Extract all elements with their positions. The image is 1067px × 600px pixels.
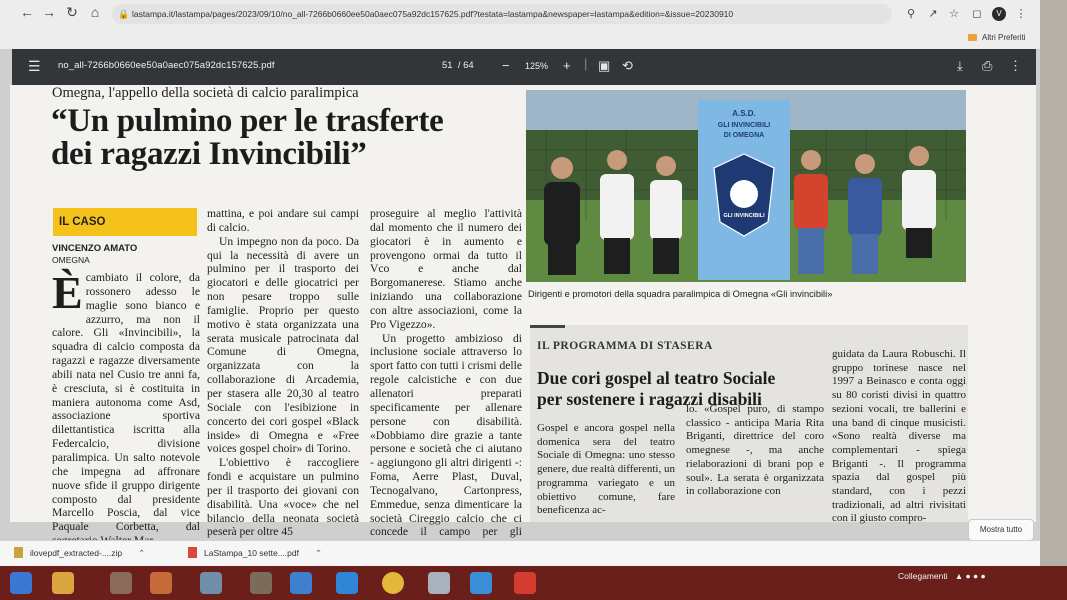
- ball-icon: [730, 180, 758, 208]
- article-place: OMEGNA: [52, 255, 90, 265]
- article-column-1: [52, 267, 200, 534]
- banner-text: GLI INVINCIBILI: [717, 122, 771, 129]
- start-icon[interactable]: [10, 572, 32, 594]
- download-icon[interactable]: ⤓: [957, 58, 963, 73]
- reload-icon[interactable]: ↻: [66, 4, 78, 20]
- headline-line: dei ragazzi Invincibili”: [51, 136, 367, 172]
- zoom-icon[interactable]: ⚲: [906, 8, 916, 20]
- share-icon[interactable]: ↗: [928, 8, 938, 20]
- box-column-2: lo. «Gospel puro, di stampo classico - anticipa Maria Rita Briganti, direttrice del coro omegnese -, ma anche rielaborazioni di brani pop e soul». La serata è organizzata in collaborazione con: [686, 403, 824, 498]
- chrome-icon[interactable]: [382, 572, 404, 594]
- print-icon[interactable]: ⎙: [982, 58, 993, 73]
- zoom-out-icon[interactable]: −: [502, 58, 510, 73]
- column-text: cambiato il colore, da rossonero adesso le maglie sono bianco e azzurro, ma non il calore. Gli «Invincibili», la squadra di calcio composta da ragazzi e ragazze diversamente abili nata nel Cusio tre anni fa, è cresciuta, si è costituita in maniera autonoma come Asd, associazione sportiva dilettantistica iscritta alla Federcalcio, divisione paralimpica. Un salto notevole che impegna ad affronare nuove sfide il gruppo dirigente composto dal presidente Marcello Poscia, dal vice Paquale Corbetta, dal: [52, 271, 200, 534]
- team-photo: [526, 90, 966, 282]
- paragraph: Un impegno non da poco. Da qui la necessità di avere un pulmino per il trasporto dei giocatori e delle giocatrici per non pesare troppo sulle famiglie. Proprio per questo motivo è stata organizzata una serata musicale patrocinata dal Comune di Omegna, organizzata con la collaborazione di Arcademia, per stasera alle 20,30 al teatro Sociale con l'esibizione in concerto dei cori gospel «Black inside» di Omegna e «Free voices gospel choir» di Torino.: [207, 234, 359, 456]
- download-bar: [0, 540, 1067, 566]
- power-icon[interactable]: [514, 572, 536, 594]
- paragraph: L'obiettivo è raccogliere fondi e acquistare un pulmino per il trasporto dei giovani con disabilità. Una «voce» che nel bilancio della neonata società peserà per oltre 45: [207, 456, 359, 539]
- folder-icon: [968, 34, 977, 41]
- home-icon[interactable]: ⌂: [90, 4, 100, 20]
- box-column-1: Gospel e ancora gospel nella domenica sera del teatro Sociale di Omegna: uno stesso genere, due realtà differenti, un programma variegato e un obiettivo comune, fare beneficenza ac-: [537, 422, 675, 517]
- chevron-up-icon[interactable]: ⌃: [314, 548, 323, 558]
- download-name: LaStampa_10 sette....pdf: [204, 548, 299, 558]
- article-headline: [51, 105, 443, 171]
- other-bookmarks[interactable]: Altri Preferiti: [968, 33, 1026, 42]
- fit-page-icon[interactable]: ▣: [598, 58, 611, 73]
- browser-menu-icon[interactable]: ⋮: [1015, 8, 1027, 20]
- headline-line: “Un pulmino per le trasferte: [51, 103, 444, 139]
- box-column-3: guidata da Laura Robuschi. Il gruppo torinese nasce nel 1997 a Beinasco e conta oggi su 80 coristi divisi in quattro sezioni vocali, tre ballerini e una band di cinque musicisti. «Sono realtà diverse ma complementari - spiega Briganti -. Il programma spazia dal gospel più standard, con i pezzi tradizionali, ad altri rivisitati con il giusto compro-: [832, 348, 966, 525]
- background-desktop: [1040, 0, 1067, 566]
- download-name: ilovepdf_extracted-....zip: [30, 548, 123, 558]
- box-label: IL PROGRAMMA DI STASERA: [537, 340, 713, 352]
- team-photo-illustration: [526, 90, 966, 282]
- page-indicator: [442, 60, 474, 71]
- section-tag: IL CASO: [53, 208, 197, 236]
- download-item[interactable]: [14, 547, 145, 559]
- banner-text: DI OMEGNA: [723, 132, 765, 139]
- pdf-file-icon: [188, 547, 197, 558]
- article-column-2: [207, 207, 359, 539]
- page-total: / 64: [457, 60, 474, 71]
- paragraph: proseguire al meglio l'attività dal momento che il numero dei giocatori è in aumento e provengono ormai da tutto il Vco e anche dal Borgomanerese. Stiamo anche iniziando una collaborazione con altre associazioni, come la Pro Vigezzo».: [370, 207, 522, 331]
- app-icon[interactable]: [290, 572, 312, 594]
- rotate-icon[interactable]: ⟲: [622, 58, 633, 73]
- app-icon[interactable]: [110, 572, 132, 594]
- file-explorer-icon[interactable]: [52, 572, 74, 594]
- toolbar-divider: |: [584, 56, 588, 71]
- back-icon[interactable]: ←: [20, 4, 34, 20]
- tray-icons[interactable]: ▲ ● ● ●: [950, 571, 986, 581]
- article-kicker: Omegna, l'appello della società di calcio paralimpica: [52, 85, 359, 101]
- zip-file-icon: [14, 547, 23, 558]
- zoom-level[interactable]: 125%: [525, 61, 549, 71]
- headline-line: Due cori gospel al teatro Sociale: [537, 368, 776, 388]
- lock-icon: 🔒: [118, 9, 130, 19]
- address-bar[interactable]: [112, 4, 892, 24]
- app-icon[interactable]: [428, 572, 450, 594]
- sidebar-icon[interactable]: ◻: [972, 8, 982, 20]
- page-current-input[interactable]: 51: [442, 60, 453, 71]
- url-text: lastampa.it/lastampa/pages/2023/09/10/no_all-7266b0660ee50a0aec075a92dc157625.pdf?testata=lastampa&newspaper=lastampa&edition=&issue=20230910: [132, 9, 734, 19]
- system-tray: [898, 571, 986, 581]
- chevron-up-icon[interactable]: ⌃: [138, 548, 146, 558]
- article-author: VINCENZO AMATO: [52, 243, 138, 254]
- edge-icon[interactable]: [336, 572, 358, 594]
- download-item[interactable]: [188, 547, 322, 559]
- pdf-menu-icon[interactable]: ☰: [28, 58, 41, 74]
- pdf-toolbar: [12, 49, 1036, 85]
- box-rule: [530, 325, 565, 328]
- pdf-filename: no_all-7266b0660ee50a0aec075a92dc157625.pdf: [58, 60, 275, 71]
- photo-caption: Dirigenti e promotori della squadra paralimpica di Omegna «Gli invincibili»: [528, 289, 833, 299]
- network-label[interactable]: Collegamenti: [898, 571, 948, 581]
- banner-text: A.S.D.: [732, 109, 756, 118]
- app-icon[interactable]: [200, 572, 222, 594]
- article-column-3: [370, 207, 522, 539]
- forward-icon[interactable]: →: [42, 4, 56, 20]
- profile-avatar[interactable]: V: [992, 7, 1006, 21]
- ie-icon[interactable]: [470, 572, 492, 594]
- headline-line: per sostenere i ragazzi disabili: [537, 388, 762, 409]
- paragraph: Un progetto ambizioso di inclusione sociale attraverso lo sport fatto con tutti i crismi delle regole calcistiche e con due allenatori preparati specificamente per allenare persone con disabilità. «Dobbiamo dire grazie a tante persone e società che ci aiutano - aggiungono gli altri dirigenti -: Foma, Aerre Plast, Duval, Tecnogalvano, Cartonpress, Emmedue, senza dimenticare la società Cireggio calcio che ci concede il campo per gli: [370, 331, 522, 539]
- zoom-in-icon[interactable]: +: [563, 58, 571, 73]
- show-all-button[interactable]: Mostra tutto: [968, 519, 1034, 541]
- browser-toolbar: [0, 0, 1040, 50]
- badge-text: GLI INVINCIBILI: [723, 213, 765, 219]
- bookmark-star-icon[interactable]: ☆: [949, 8, 959, 20]
- app-icon[interactable]: [250, 572, 272, 594]
- drop-cap: È: [52, 267, 83, 318]
- more-actions-icon[interactable]: ⋮: [1009, 58, 1022, 73]
- app-icon[interactable]: [150, 572, 172, 594]
- paragraph: mattina, e poi andare sui campi di calcio.: [207, 207, 359, 234]
